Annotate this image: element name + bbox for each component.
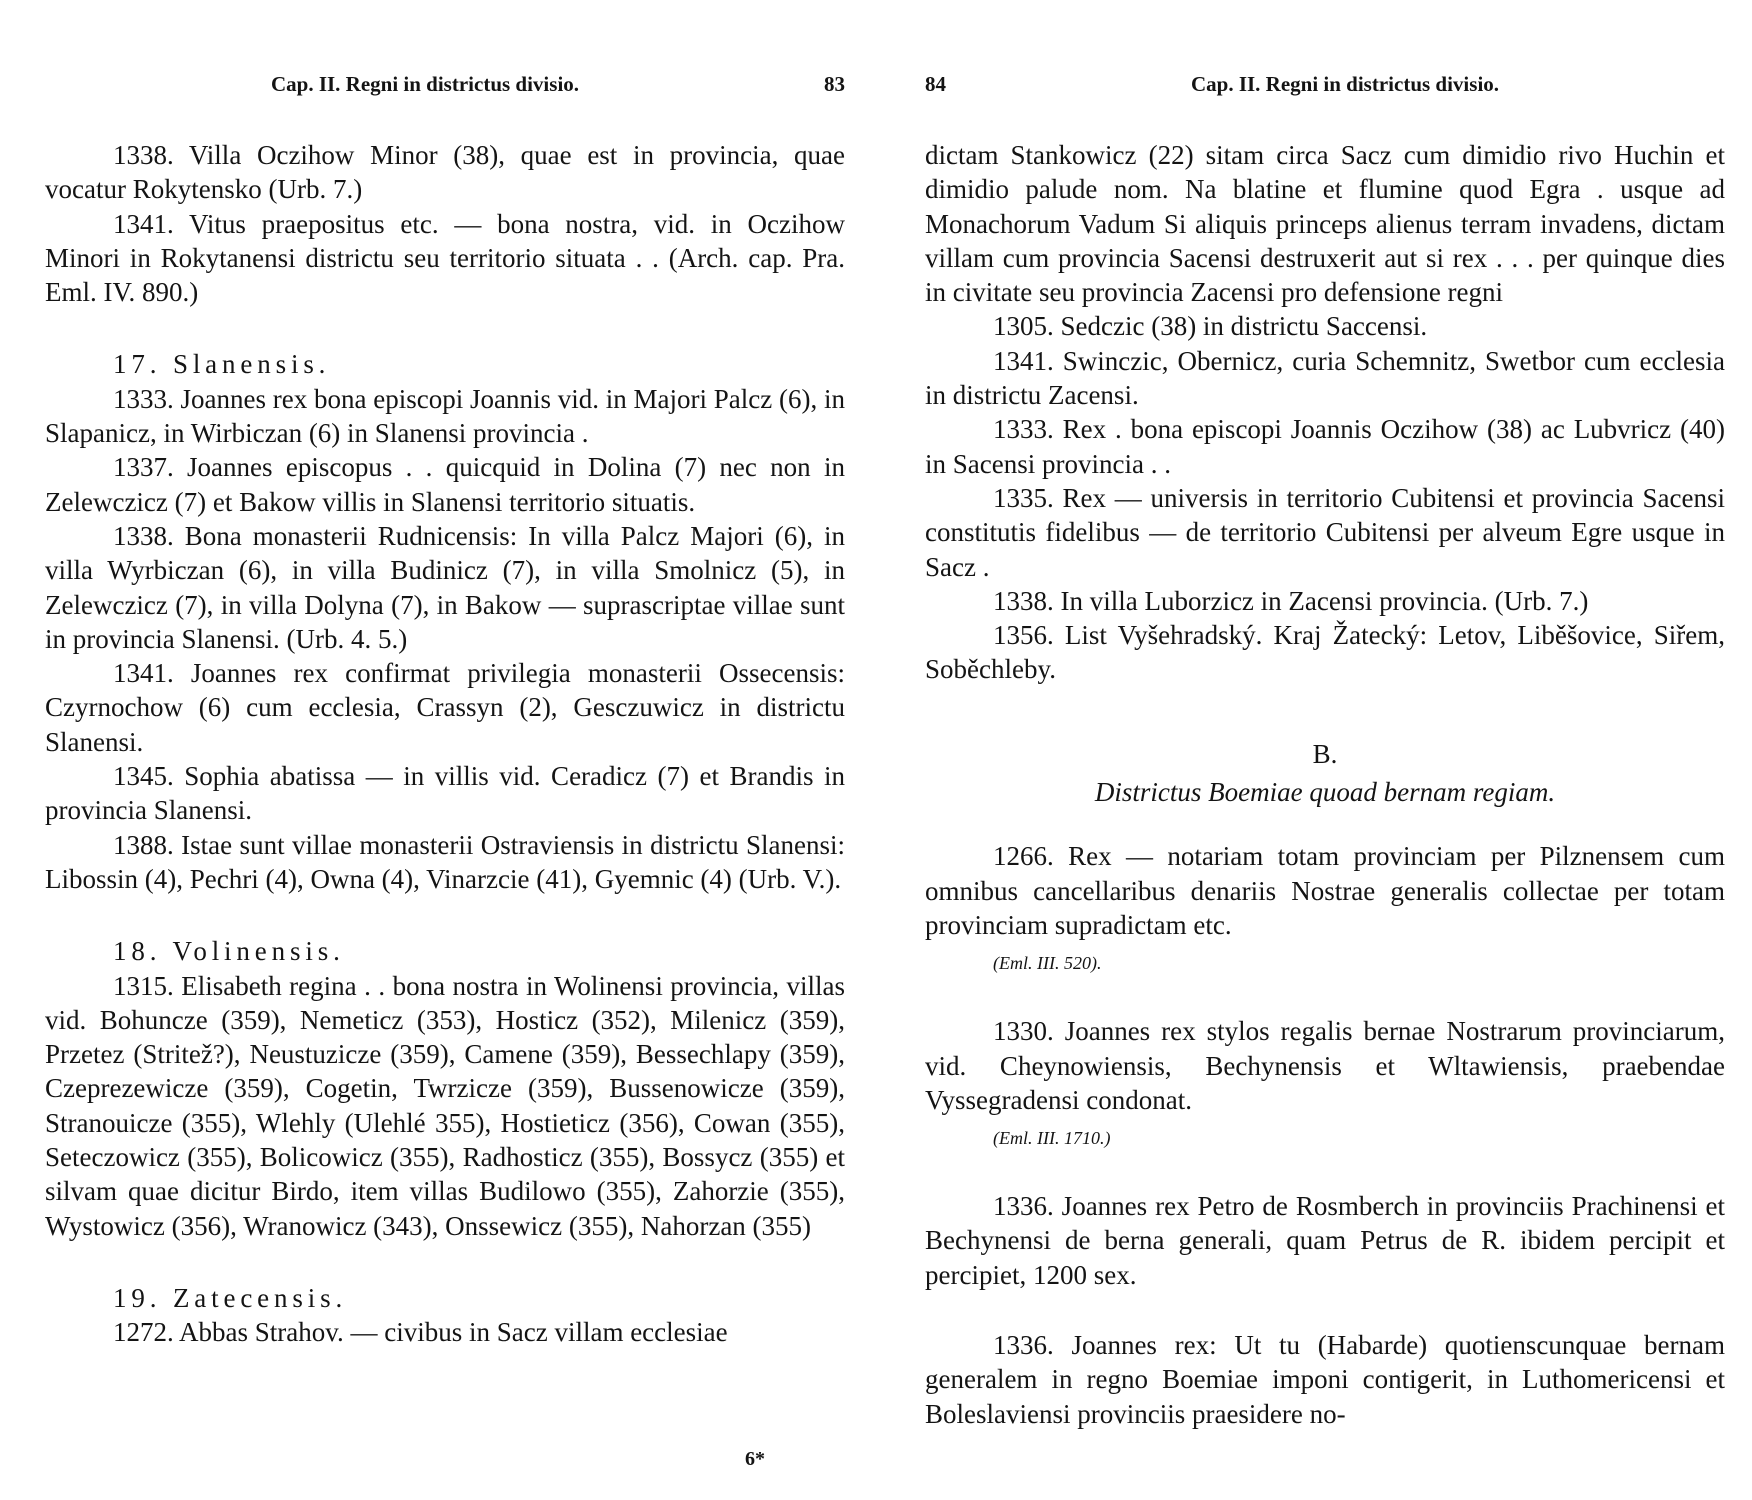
- right-body: [925, 138, 1725, 1431]
- entry-paragraph: 1345. Sophia abatissa — in villis vid. Ceradicz (7) et Brandis in provincia Slanensi.: [45, 761, 845, 826]
- entry-paragraph: 1335. Rex — universis in territorio Cubitensi et provincia Sacensi constitutis fidelibus — de territorio Cubitensi per alveum Egre usque in Sacz .: [925, 482, 1725, 582]
- page-number: 83: [824, 72, 845, 96]
- entry-paragraph: 1330. Joannes rex stylos regalis bernae Nostrarum provinciarum, vid. Cheynowiensis, Bechynensis et Wltawiensis, praebendae Vyssegradensi condonat.: [925, 1016, 1725, 1115]
- entry-paragraph: 1338. In villa Luborzicz in Zacensi provincia. (Urb. 7.): [993, 585, 1589, 616]
- entry-paragraph: 1341. Swinczic, Obernicz, curia Schemnitz, Swetbor cum ecclesia in districtu Zacensi.: [925, 345, 1725, 411]
- entry-paragraph: 1272. Abbas Strahov. — civibus in Sacz villam ecclesiae: [113, 1317, 728, 1348]
- entry-paragraph: 1388. Istae sunt villae monasterii Ostraviensis in districtu Slanensi: Libossin (4), Pechri (4), Owna (4), Vinarzcie (41), Gyemnic (4) (Urb. V.).: [45, 829, 845, 894]
- entry-paragraph: 1305. Sedczic (38) in districtu Saccensi.: [993, 311, 1428, 342]
- source-reference: (Eml. III. 520).: [993, 953, 1102, 974]
- entry-paragraph: 1356. List Vyšehradský. Kraj Žatecký: Letov, Liběšovice, Siřem, Soběchleby.: [925, 620, 1725, 685]
- entry-paragraph: 1333. Joannes rex bona episcopi Joannis vid. in Majori Palcz (6), in Slapanicz, in Wirbiczan (6) in Slanensi provincia .: [45, 383, 845, 449]
- section-title: Districtus Boemiae quoad bernam regiam.: [1094, 777, 1556, 808]
- page-number: 84: [925, 72, 946, 96]
- section-heading: 17. Slanensis.: [113, 349, 331, 380]
- running-head-title: Cap. II. Regni in districtus divisio.: [270, 72, 580, 96]
- running-head: [925, 72, 1725, 106]
- entry-paragraph: 1336. Joannes rex Petro de Rosmberch in provinciis Prachinensi et Bechynensi de berna generali, quam Petrus de R. ibidem percipit et percipiet, 1200 sex.: [925, 1191, 1725, 1290]
- section-heading: 18. Volinensis.: [113, 936, 345, 967]
- section-heading: 19. Zatecensis.: [113, 1282, 348, 1313]
- entry-paragraph: 1341. Vitus praepositus etc. — bona nostra, vid. in Oczihow Minori in Rokytanensi districtu seu territorio situata . . (Arch. cap. Pra. Eml. IV. 890.): [45, 208, 845, 308]
- left-body: [45, 138, 845, 1350]
- entry-paragraph: dictam Stankowicz (22) sitam circa Sacz cum dimidio rivo Huchin et dimidio palude nom. Na blatine et flumine quod Egra . usque ad Monachorum Vadum Si aliquis princeps alienus terram invadens, dictam villam cum provincia Sacensi destruxerit aut si rex . . . per quinque dies in civitate seu provincia Zacensi pro defensione regni: [925, 140, 1725, 308]
- section-letter: B.: [1312, 738, 1338, 769]
- signature-mark: 6*: [745, 1448, 765, 1470]
- entry-paragraph: 1336. Joannes rex: Ut tu (Habarde) quotienscunquae bernam generalem in regno Boemiae imponi contigerit, in Luthomericensi et Boleslaviensi provinciis praesidere no-: [925, 1330, 1725, 1429]
- entry-paragraph: 1338. Bona monasterii Rudnicensis: In villa Palcz Majori (6), in villa Wyrbiczan (6), in villa Budinicz (7), in villa Smolnicz (5), in Zelewczicz (7), in villa Dolyna (7), in Bakow — suprascriptae villae sunt in provincia Slanensi. (Urb. 4. 5.): [45, 520, 845, 654]
- left-page: [45, 0, 845, 1500]
- entry-paragraph: 1341. Joannes rex confirmat privilegia monasterii Ossecensis: Czyrnochow (6) cum ecclesia, Crassyn (2), Gesczuwicz in districtu Slanensi.: [45, 658, 845, 757]
- right-page: [925, 0, 1725, 1500]
- entry-paragraph: 1333. Rex . bona episcopi Joannis Oczihow (38) ac Lubvricz (40) in Sacensi provincia . .: [925, 414, 1725, 479]
- entry-paragraph: 1266. Rex — notariam totam provinciam per Pilznensem cum omnibus cancellaribus denariis Nostrae generalis collectae per totam provinciam supradictam etc.: [925, 841, 1725, 940]
- running-head: [45, 72, 845, 106]
- entry-paragraph: 1315. Elisabeth regina . . bona nostra in Wolinensi provincia, villas vid. Bohuncze (359), Nemeticz (353), Hosticz (352), Milenicz (359), Przetez (Stritež?), Neustuzicze (359), Camene (359), Bessechlapy (359), Czeprezewicze (359), Cogetin, Twrzicze (359), Bussenowicze (359), Stranouicze (355), Wlehly (Ulehlé 355), Hostieticz (356), Cowan (355), Seteczowicz (355), Bolicowicz (355), Radhosticz (355), Bossycz (355) et silvam quae dicitur Birdo, item villas Budilowo (355), Zahorzie (355), Wystowicz (356), Wranowicz (343), Onssewicz (355), Nahorzan (355): [45, 970, 845, 1241]
- running-head-title: Cap. II. Regni in districtus divisio.: [1190, 72, 1500, 96]
- source-reference: (Eml. III. 1710.): [993, 1128, 1111, 1149]
- entry-paragraph: 1338. Villa Oczihow Minor (38), quae est in provincia, quae vocatur Rokytensko (Urb. 7.): [45, 140, 845, 205]
- entry-paragraph: 1337. Joannes episcopus . . quicquid in Dolina (7) nec non in Zelewczicz (7) et Bakow villis in Slanensi territorio situatis.: [45, 452, 845, 517]
